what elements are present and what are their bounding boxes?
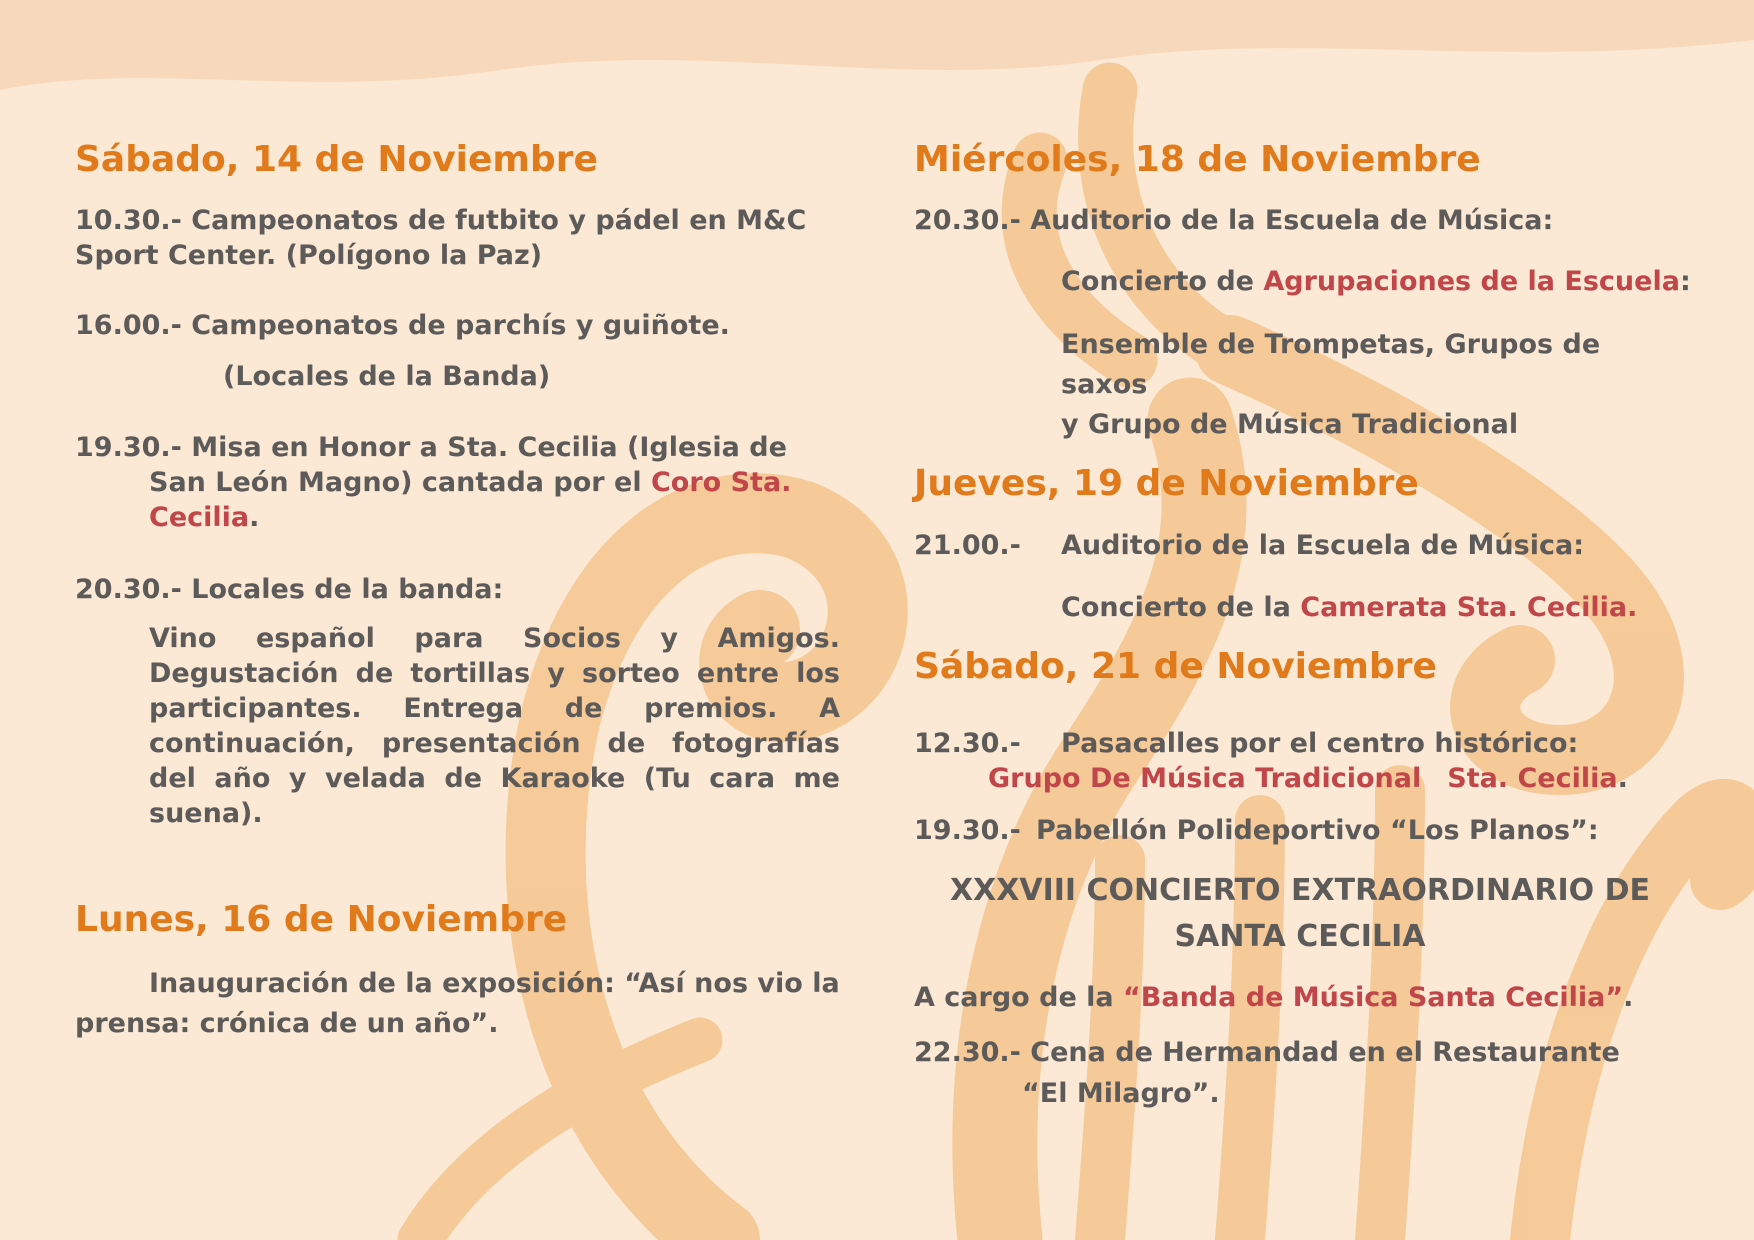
right-column [914,138,1694,1111]
concert-end: : [1679,266,1691,297]
camerata-highlight: Camerata Sta. Cecilia. [1300,592,1638,623]
event-text: Cena de Hermandad en el Restaurante [1020,1037,1620,1068]
ensembles-line-2: y Grupo de Música Tradicional [1061,409,1519,440]
event-thu-2100 [914,528,1694,563]
day-title-mon16: Lunes, 16 de Noviembre [75,899,568,940]
event-text: Campeonatos de parchís y guiñote. [181,310,730,341]
event-time: 20.30.- [914,205,1021,236]
event-1600 [75,308,840,343]
event-end: . [1617,763,1628,794]
event-time: 19.30.- [914,815,1021,846]
event-2030 [75,572,840,607]
event-1030 [75,203,840,273]
concert-title-line-1: XXXVIII CONCIERTO EXTRAORDINARIO DE [949,873,1650,908]
event-text: Pabellón Polideportivo “Los Planos”: [1036,815,1599,846]
extraordinary-concert-title [914,868,1686,960]
event-text: Auditorio de la Escuela de Música: [1020,205,1554,236]
event-sat-1930 [914,813,1694,848]
cargo-end: . [1623,982,1634,1013]
day-title-sat14: Sábado, 14 de Noviembre [75,139,598,180]
event-end: . [249,502,260,533]
event-text: Campeonatos de futbito y pádel en M&C Sport Center. (Polígono la Paz) [75,205,807,271]
event-time: 22.30.- [914,1037,1021,1068]
ensembles-text [914,325,1694,445]
group-tradicional: Grupo De Música Tradicional [988,763,1422,794]
event-2030-detail: Vino español para Socios y Amigos. Degustación de tortillas y sorteo entre los participantes. Entrega de premios. A continuación, presentación de fotografías del año y velada de Karaoke (Tu cara me suena). [149,623,840,829]
left-column [75,138,840,1044]
event-1930 [75,430,840,535]
agrupaciones-highlight: Agrupaciones de la Escuela [1263,266,1680,297]
pasacalles-groups [914,761,1694,796]
restaurant-name: “El Milagro”. [1022,1078,1220,1109]
event-time: 12.30.- [914,728,1021,759]
event-sat-1230 [914,726,1694,761]
day-title-sat21: Sábado, 21 de Noviembre [914,646,1437,687]
banda-highlight: “Banda de Música Santa Cecilia” [1123,982,1624,1013]
event-time: 20.30.- [75,574,182,605]
cargo-prefix: A cargo de la [914,982,1124,1013]
coro-highlight: Coro Sta. Cecilia [149,467,792,533]
day-title-wed18: Miércoles, 18 de Noviembre [914,139,1481,180]
group-santa-cecilia: Sta. Cecilia [1447,763,1618,794]
event-wed-2030 [914,203,1694,238]
cargo-line [914,980,1694,1015]
concert-agrupaciones [914,264,1694,299]
event-text: Auditorio de la Escuela de Música: [1061,530,1584,561]
event-time: 21.00.- [914,530,1021,561]
day-title-thu19: Jueves, 19 de Noviembre [914,463,1419,504]
concert-camerata [914,590,1694,625]
event-sat-2230 [914,1035,1694,1070]
event-text: Locales de la banda: [181,574,504,605]
concert-title-line-2: SANTA CECILIA [1174,919,1426,954]
concert-prefix: Concierto de la [1061,592,1301,623]
event-time: 10.30.- [75,205,182,236]
concert-prefix: Concierto de [1061,266,1264,297]
event-time: 19.30.- [75,432,182,463]
event-time: 16.00.- [75,310,182,341]
event-1600-place: (Locales de la Banda) [223,361,551,392]
event-text: Pasacalles por el centro histórico: [1061,728,1579,759]
ensembles-line-1: Ensemble de Trompetas, Grupos de saxos [1061,329,1601,400]
event-text: Misa en Honor a Sta. Cecilia (Iglesia de San León Magno) cantada por el [149,432,787,498]
exhibition-text: Inauguración de la exposición: “Así nos vio la prensa: crónica de un año”. [75,968,840,1039]
